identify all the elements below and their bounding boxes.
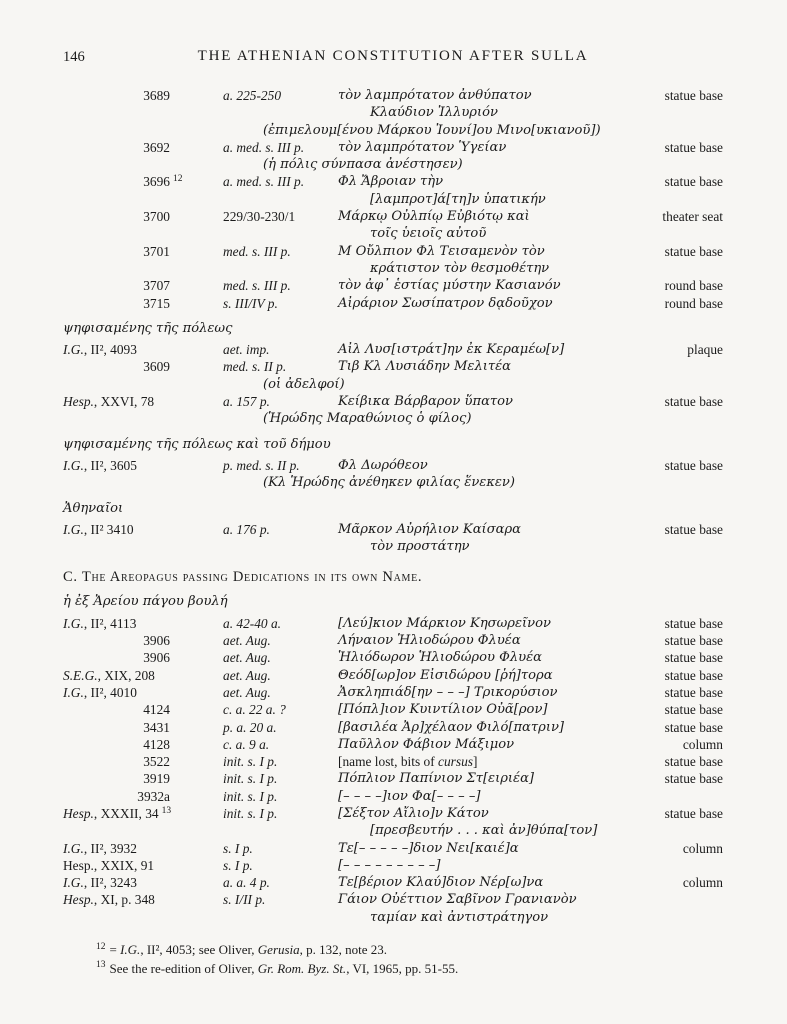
text: [name lost, bits of	[338, 754, 439, 770]
inscription-text: Μ Οὔλπιον Φλ Τεισαμενὸν τὸν	[338, 243, 545, 259]
date-cell: a. med. s. III p.	[223, 174, 305, 190]
text: , XXXII, 34	[93, 805, 159, 821]
inscription-text: Ἀσκληπιάδ[ην – – –] Τρικορύσιον	[338, 684, 558, 700]
inscription-text: τὸν λαμπρότατον Ὑγείαν	[338, 139, 507, 155]
inscription-text: Φλ Δωρόθεον	[338, 457, 428, 473]
table-row	[63, 770, 723, 787]
date-cell: a. 225-250	[223, 88, 282, 103]
table-row	[63, 521, 723, 556]
table-row	[63, 341, 723, 358]
dedications-table	[63, 87, 723, 926]
inscription-text: Θεόδ[ωρ]ον Εἰσιδώρου [ῥή]τορα	[338, 667, 553, 683]
reference-cell	[63, 277, 223, 294]
reference-cell	[63, 649, 223, 666]
object-type-label: plaque	[687, 342, 723, 358]
table-row	[63, 173, 723, 208]
text: =	[109, 942, 121, 958]
footnote-marker: 13	[161, 805, 172, 816]
reference-cell	[63, 208, 223, 225]
text: , II², 3243	[83, 875, 137, 891]
text: , II², 4093	[83, 342, 137, 358]
inscription-text: Τιβ Κλ Λυσιάδην Μελιτέα	[338, 359, 511, 375]
section-subheading-greek: ἡ ἐξ Ἀρείου πάγου βουλή	[63, 594, 228, 610]
reference-number: 3906	[143, 633, 170, 649]
page-title: THE ATHENIAN CONSTITUTION AFTER SULLA	[197, 48, 589, 64]
section-heading-greek: ψηφισαμένης τῆς πόλεως	[63, 320, 233, 336]
reference-number: 3609	[143, 359, 170, 375]
table-row	[63, 753, 723, 770]
inscription-text: Φλ Ἄβροιαν τὴν	[338, 174, 444, 190]
text: , XXVI, 78	[93, 394, 155, 410]
inscription-text: [Πόπλ]ιον Κυιντίλιον Οὐᾶ[ρον]	[338, 702, 548, 718]
italic-text: S.E.G.	[63, 667, 98, 683]
italic-text: I.G.	[63, 521, 84, 537]
object-type-label: statue base	[664, 174, 723, 190]
reference-number: 3700	[143, 209, 170, 225]
date-cell: s. I p.	[223, 840, 253, 856]
inscription-text: [– – – – – – – – –]	[338, 857, 441, 873]
inscription-text: Λήναιον Ἡλιοδώρου Φλυέα	[338, 633, 521, 649]
table-row	[63, 277, 723, 294]
reference-cell	[63, 736, 223, 753]
reference-number: 3707	[143, 278, 170, 294]
reference-cell	[63, 805, 223, 822]
table-row	[63, 295, 723, 312]
object-type-label: statue base	[664, 684, 723, 700]
text: , II², 4010	[83, 684, 137, 700]
inscription-text: [λαμπροτ]ά[τη]ν ὑπατικήν	[370, 191, 546, 207]
date-cell: init. s. I p.	[223, 788, 278, 804]
date-cell: init. s. I p.	[223, 771, 278, 787]
object-type-label: statue base	[664, 633, 723, 649]
date-cell: med. s. III p.	[223, 243, 291, 259]
text: , VI, 1965, pp. 51-55.	[346, 960, 459, 976]
object-type-label: statue base	[664, 650, 723, 666]
footnote-number: 13	[96, 960, 106, 971]
reference-cell	[63, 770, 223, 787]
object-type-label: column	[682, 875, 723, 891]
text: , p. 132, note 23.	[299, 942, 388, 958]
object-type-label: statue base	[664, 521, 723, 537]
italic-text: Hesp.	[63, 805, 94, 821]
object-type-label: statue base	[664, 754, 723, 770]
object-type-label: statue base	[664, 88, 723, 103]
date-cell: p. a. 20 a.	[223, 719, 277, 735]
italic-text: I.G.	[63, 684, 84, 700]
table-row	[63, 243, 723, 278]
table-row	[63, 208, 723, 243]
reference-cell	[63, 788, 223, 805]
reference-cell	[63, 753, 223, 770]
section-heading-greek: ψηφισαμένης τῆς πόλεως καὶ τοῦ δήμου	[63, 436, 331, 452]
table-row	[63, 615, 723, 632]
reference-number: 3932a	[137, 788, 170, 804]
table-row	[63, 840, 723, 857]
inscription-text: [– – – –]ιον Φα[– – – –]	[338, 788, 481, 804]
table-row	[63, 358, 723, 393]
reference-number: 3715	[143, 295, 170, 311]
text: , II², 4053; see Oliver,	[140, 942, 258, 958]
table-row	[63, 649, 723, 666]
table-row	[63, 632, 723, 649]
inscription-text: Ἡλιόδωρον Ἡλιοδώρου Φλυέα	[338, 650, 543, 666]
object-type-label: statue base	[664, 615, 723, 631]
table-row	[63, 684, 723, 701]
object-type-label: round base	[664, 295, 723, 311]
italic-text: I.G.	[63, 875, 84, 891]
reference-number: 3696	[143, 174, 170, 190]
object-type-label: statue base	[664, 805, 723, 821]
section-heading-greek: Ἀθηναῖοι	[63, 500, 124, 516]
reference-number: 3701	[143, 243, 170, 259]
reference-number: 3689	[143, 88, 170, 103]
reference-cell	[63, 874, 223, 891]
inscription-text: τὸν προστάτην	[370, 539, 470, 555]
table-row	[63, 393, 723, 428]
text: , II², 4113	[83, 615, 137, 631]
date-cell: s. III/IV p.	[223, 295, 278, 311]
inscription-text	[338, 753, 657, 770]
date-cell: s. I/II p.	[223, 892, 266, 908]
inscription-text: Αἰράριον Σωσίπατρον δᾳδοῦχον	[338, 295, 553, 311]
object-type-label: theater seat	[662, 209, 723, 225]
inscription-text: Κλαύδιον Ἰλλυριόν	[370, 105, 498, 121]
italic-text: I.G.	[63, 457, 84, 473]
reference-cell	[63, 139, 223, 156]
date-cell: aet. Aug.	[223, 650, 271, 666]
table-row	[63, 857, 723, 874]
reference-cell	[63, 393, 223, 410]
reference-cell	[63, 243, 223, 260]
reference-number: 3522	[143, 754, 170, 770]
object-type-label: statue base	[664, 139, 723, 155]
date-cell: init. s. I p.	[223, 754, 278, 770]
table-row	[63, 788, 723, 805]
reference-cell	[63, 701, 223, 718]
italic-text: I.G.	[63, 615, 84, 631]
inscription-text: Τε[βέριον Κλαύ]διον Νέρ[ω]να	[338, 875, 544, 891]
italic-text: I.G.	[63, 840, 84, 856]
footnote	[63, 960, 723, 979]
text: See the re-edition of Oliver,	[109, 960, 258, 976]
inscription-text: [Λεύ]κιον Μάρκιον Κησωρεῖνον	[338, 615, 551, 631]
italic-text: cursus	[438, 754, 474, 770]
reference-cell	[63, 840, 223, 857]
date-cell: med. s. III p.	[223, 278, 291, 294]
reference-cell	[63, 684, 223, 701]
table-row	[63, 667, 723, 684]
date-cell: aet. imp.	[223, 342, 270, 358]
reference-number: 3906	[143, 650, 170, 666]
reference-cell	[63, 632, 223, 649]
table-row	[63, 736, 723, 753]
reference-cell	[63, 87, 223, 104]
italic-text: I.G.	[63, 342, 84, 358]
reference-number: 3919	[143, 771, 170, 787]
inscription-text: (Ἡρώδης Μαραθώνιος ὁ φίλος)	[263, 411, 472, 427]
footnote	[63, 941, 723, 960]
text: Hesp., XXIX, 91	[63, 857, 155, 873]
reference-cell	[63, 857, 223, 874]
inscription-text: Μᾶρκον Αὐρήλιον Καίσαρα	[338, 521, 522, 537]
date-cell: c. a. 9 a.	[223, 736, 270, 752]
reference-cell	[63, 667, 223, 684]
object-type-label: statue base	[664, 667, 723, 683]
table-row	[63, 457, 723, 492]
object-type-label: statue base	[664, 457, 723, 473]
inscription-text: Μάρκῳ Οὐλπίῳ Εὐβιότῳ καὶ	[338, 209, 530, 225]
reference-cell	[63, 719, 223, 736]
date-cell: a. 42-40 a.	[223, 615, 282, 631]
page-header	[63, 48, 723, 67]
date-cell: 229/30-230/1	[223, 209, 296, 225]
inscription-text: τοῖς ὑειοῖς αὐτοῦ	[370, 226, 487, 242]
date-cell: a. 176 p.	[223, 521, 270, 537]
reference-cell	[63, 358, 223, 375]
text: , XI, p. 348	[93, 892, 155, 908]
italic-text: I.G.	[120, 942, 141, 958]
table-row	[63, 87, 723, 139]
object-type-label: column	[682, 840, 723, 856]
date-cell: aet. Aug.	[223, 684, 271, 700]
inscription-text: (οἱ ἀδελφοί)	[263, 376, 345, 392]
reference-number: 4128	[143, 736, 170, 752]
reference-number: 4124	[143, 702, 170, 718]
text: ]	[473, 754, 478, 770]
date-cell: a. med. s. III p.	[223, 139, 305, 155]
inscription-text: [πρεσβευτήν . . . καὶ ἀν]θύπα[τον]	[370, 823, 598, 839]
reference-cell	[63, 173, 223, 190]
text: , II², 3932	[83, 840, 137, 856]
reference-cell	[63, 521, 223, 538]
object-type-label: statue base	[664, 243, 723, 259]
table-row	[63, 701, 723, 718]
italic-text: Gr. Rom. Byz. St.	[257, 960, 347, 976]
date-cell: a. a. 4 p.	[223, 875, 270, 891]
inscription-text: Κείβικα Βάρβαρον ὕπατον	[338, 394, 514, 410]
table-row	[63, 891, 723, 926]
section-heading: C. The Areopagus passing Dedications in its own Name.	[63, 569, 423, 586]
inscription-text: (ἡ πόλις σύνπασα ἀνέστησεν)	[263, 157, 463, 173]
reference-cell	[63, 457, 223, 474]
text: , II² 3410	[83, 521, 134, 537]
reference-cell	[63, 341, 223, 358]
inscription-text: τὸν λαμπρότατον ἀνθύπατον	[338, 88, 532, 103]
inscription-text: τὸν ἀφ᾽ ἑστίας μύστην Κασιανόν	[338, 278, 561, 294]
inscription-text: Αἰλ Λυσ[ιστράτ]ην ἐκ Κεραμέω[ν]	[338, 342, 565, 358]
date-cell: c. a. 22 a. ?	[223, 702, 286, 718]
inscription-text: κράτιστον τὸν θεσμοθέτην	[370, 260, 550, 276]
object-type-label: statue base	[664, 719, 723, 735]
footnote-marker: 12	[173, 174, 183, 185]
inscription-text: [βασιλέα Ἀρ]χέλαον Φιλό[πατριν]	[338, 719, 565, 735]
inscription-text: Παῦλλον Φάβιον Μάξιμον	[338, 736, 515, 752]
table-row	[63, 805, 723, 840]
object-type-label: column	[682, 736, 723, 752]
italic-text: Hesp.	[63, 394, 94, 410]
inscription-text: [Σέξτον Αἴλιο]ν Κάτον	[338, 805, 489, 821]
inscription-text: (ἐπιμελουμ[ένου Μάρκου Ἰουνί]ου Μινο[υκιανοῦ])	[263, 122, 601, 138]
table-row	[63, 874, 723, 891]
italic-text: Hesp.	[63, 892, 94, 908]
reference-cell	[63, 295, 223, 312]
text: , II², 3605	[83, 457, 137, 473]
object-type-label: statue base	[664, 771, 723, 787]
date-cell: med. s. II p.	[223, 359, 287, 375]
date-cell: aet. Aug.	[223, 667, 271, 683]
inscription-text: Πόπλιον Παπίνιον Στ[ειριέα]	[338, 771, 535, 787]
reference-cell	[63, 891, 223, 908]
date-cell: init. s. I p.	[223, 805, 278, 821]
inscription-text: Τε[– – – – –]διον Νει[καιέ]α	[338, 840, 519, 856]
footnote-number: 12	[96, 941, 106, 952]
inscription-text: ταμίαν καὶ ἀντιστράτηγον	[370, 909, 549, 925]
date-cell: s. I p.	[223, 857, 253, 873]
text: , XIX, 208	[97, 667, 155, 683]
inscription-text: (Κλ Ἡρώδης ἀνέθηκεν φιλίας ἕνεκεν)	[263, 475, 515, 491]
table-row	[63, 139, 723, 174]
reference-number: 3431	[143, 719, 170, 735]
reference-cell	[63, 615, 223, 632]
object-type-label: statue base	[664, 394, 723, 410]
reference-number: 3692	[143, 139, 170, 155]
inscription-text: Γάιον Οὐέττιον Σαβῖνον Γρανιανὸν	[338, 892, 577, 908]
date-cell: aet. Aug.	[223, 633, 271, 649]
footnotes	[63, 941, 723, 978]
page-number: 146	[63, 49, 85, 65]
object-type-label: statue base	[664, 702, 723, 718]
table-row	[63, 719, 723, 736]
date-cell: p. med. s. II p.	[223, 457, 300, 473]
object-type-label: round base	[664, 278, 723, 294]
date-cell: a. 157 p.	[223, 394, 270, 410]
italic-text: Gerusia	[257, 942, 300, 958]
